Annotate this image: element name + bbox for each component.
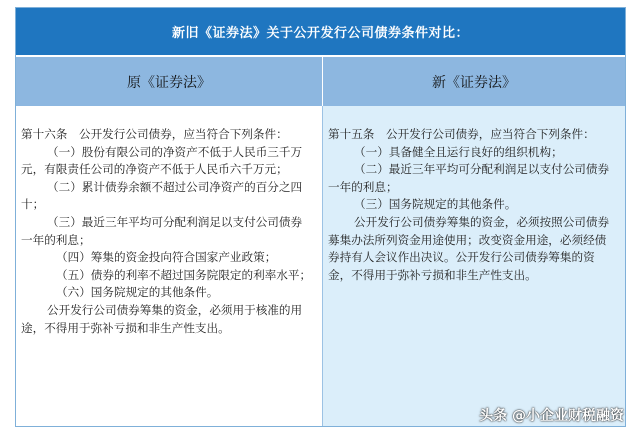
old-funds-paragraph: 公开发行公司债券筹集的资金，必须用于核准的用途，不得用于弥补亏损和非生产性支出。: [21, 302, 303, 335]
old-article-intro: 第十六条 公开发行公司债券，应当符合下列条件：: [21, 127, 288, 141]
old-law-cell: [16, 106, 323, 426]
old-law-header: 原《证券法》: [16, 57, 323, 106]
new-condition-3: （三）国务院规定的其他条件。: [354, 197, 517, 212]
old-condition-3: （三）最近三年平均可分配利润足以支付公司债券一年的利息；: [21, 214, 303, 247]
new-condition-2: （二）最近三年平均可分配利润足以支付公司债券一年的利息；: [328, 162, 610, 194]
old-condition-5: （五）债券的利率不超过国务院限定的利率水平；: [56, 267, 312, 282]
old-condition-4: （四）筹集的资金投向符合国家产业政策；: [56, 250, 277, 265]
watermark-text: 头条 @小企业财税融资: [479, 408, 624, 424]
new-law-header: 新《证券法》: [323, 57, 625, 106]
comparison-table: [15, 7, 626, 427]
old-condition-6: （六）国务院规定的其他条件。: [56, 285, 219, 300]
watermark: [479, 405, 624, 425]
old-condition-1: （一）股份有限公司的净资产不低于人民币三千万元，有限责任公司的净资产不低于人民币六千万元；: [21, 144, 303, 177]
old-condition-2: （二）累计债券余额不超过公司净资产的百分之四十；: [21, 179, 303, 212]
new-condition-1: （一）具备健全且运行良好的组织机构；: [354, 144, 563, 159]
table-title: 新旧《证券法》关于公开发行公司债券条件对比：: [16, 8, 625, 57]
new-funds-paragraph: 公开发行公司债券筹集的资金，必须按照公司债券募集办法所列资金用途使用；改变资金用途，必须经债券持有人会议作出决议。公开发行公司债券筹集的资金，不得用于弥补亏损和非生产性支出。: [328, 214, 610, 282]
new-article-intro: 第十五条 公开发行公司债券，应当符合下列条件：: [328, 127, 595, 141]
new-law-cell: [323, 106, 625, 426]
